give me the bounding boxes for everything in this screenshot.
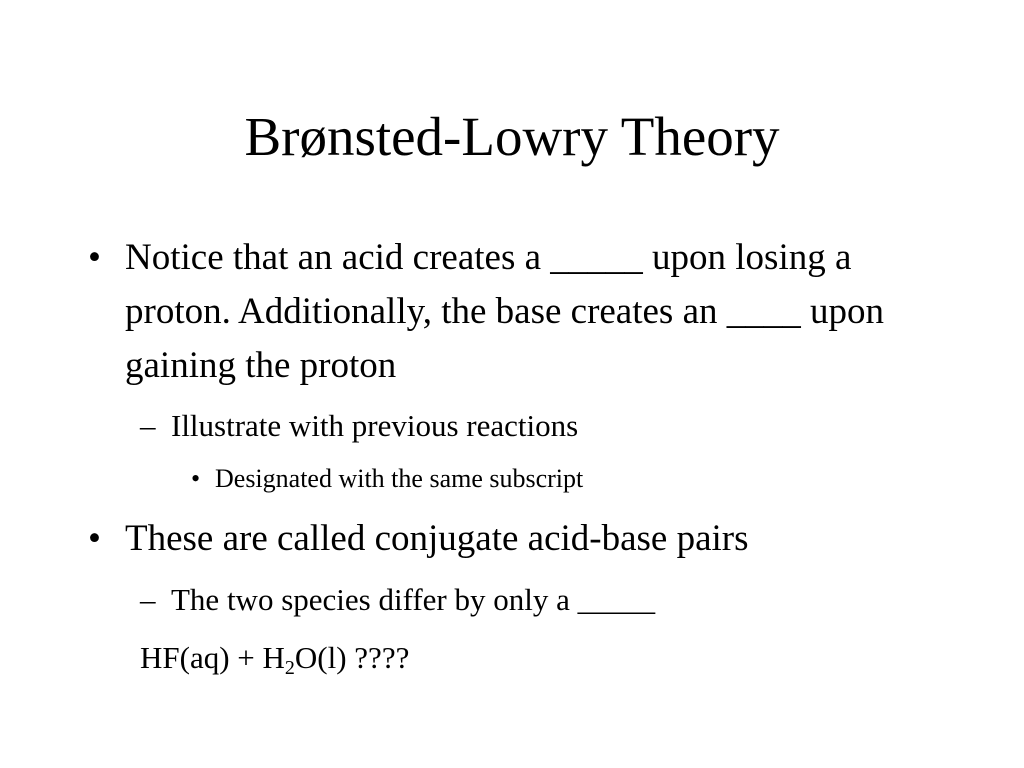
slide-title: Brønsted-Lowry Theory bbox=[244, 106, 780, 167]
bullet-marker: • bbox=[88, 518, 101, 559]
equation-subscript: 2 bbox=[284, 657, 295, 679]
bullet-text: Notice that an acid creates a _____ upon losing a proton. Additionally, the base creates an ____ upon gaining the proton bbox=[125, 237, 885, 386]
dash-marker: – bbox=[140, 582, 156, 617]
bullet-text: These are called conjugate acid-base pairs bbox=[125, 518, 749, 559]
bullet-marker: • bbox=[88, 237, 101, 278]
sub-bullet-text: The two species differ by only a _____ bbox=[171, 582, 656, 617]
equation-right: O(l) ???? bbox=[294, 640, 410, 675]
sub-bullet-text: Illustrate with previous reactions bbox=[171, 408, 579, 443]
sub-sub-bullet-text: Designated with the same subscript bbox=[215, 464, 584, 493]
equation-left: HF(aq) + H bbox=[140, 640, 285, 675]
bullet-marker: • bbox=[191, 464, 201, 493]
dash-marker: – bbox=[140, 408, 156, 443]
chemical-equation bbox=[140, 638, 409, 678]
